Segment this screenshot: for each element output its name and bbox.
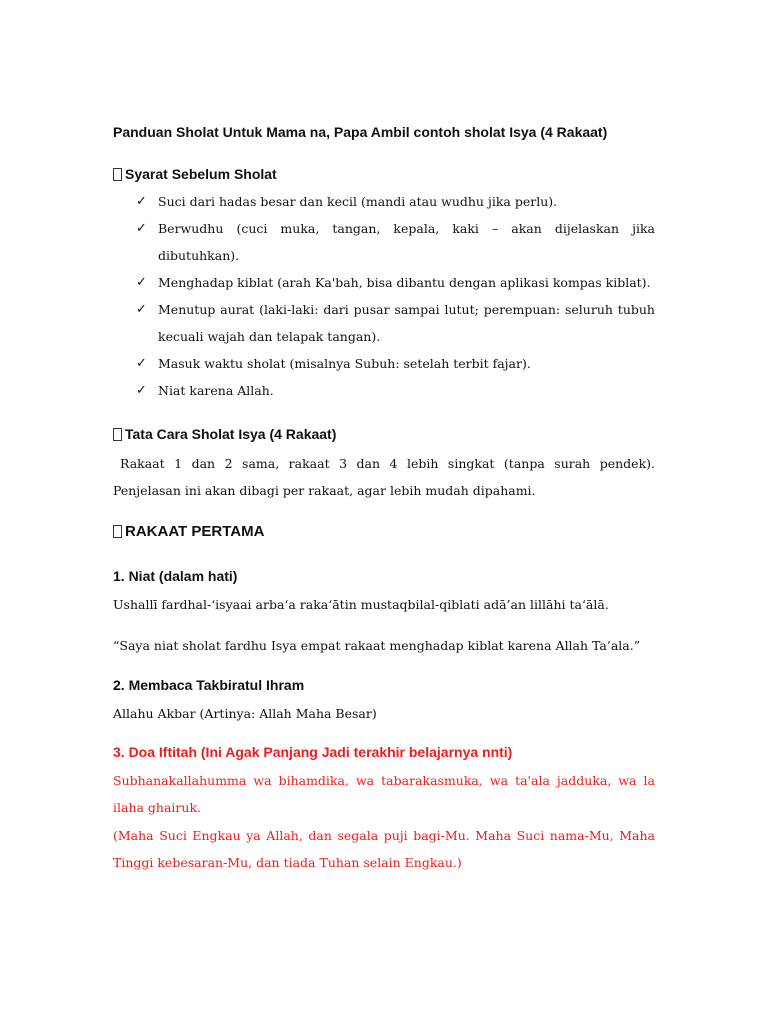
- list-item: ✓ Menutup aurat (laki-laki: dari pusar sampai lutut; perempuan: seluruh tubuh kecuali wajah dan telapak tangan).: [113, 296, 655, 350]
- check-mark-icon: ✓: [136, 221, 147, 236]
- niat-heading: 1. Niat (dalam hati): [113, 568, 238, 584]
- niat-latin: Ushallī fardhal-‘isyaai arba‘a raka‘ātin mustaqbilal-qiblati adā’an lillāhi ta‘ālā.: [113, 597, 609, 612]
- iftitah-latin: Subhanakallahumma wa bihamdika, wa tabarakasmuka, wa ta'ala jadduka, wa la ilaha ghairuk.: [113, 773, 655, 815]
- check-mark-icon: ✓: [136, 302, 147, 317]
- document-title: Panduan Sholat Untuk Mama na, Papa Ambil contoh sholat Isya (4 Rakaat): [113, 124, 608, 140]
- iftitah-arti: (Maha Suci Engkau ya Allah, dan segala puji bagi-Mu. Maha Suci nama-Mu, Maha Tinggi kebesaran-Mu, dan tiada Tuhan selain Engkau.): [113, 828, 655, 870]
- check-mark-icon: ✓: [136, 356, 147, 371]
- niat-arti: “Saya niat sholat fardhu Isya empat rakaat menghadap kiblat karena Allah Ta’ala.”: [113, 638, 641, 653]
- missing-glyph-box-icon: [113, 525, 122, 538]
- syarat-heading-label: Syarat Sebelum Sholat: [125, 166, 277, 182]
- tata-cara-heading-label: Tata Cara Sholat Isya (4 Rakaat): [125, 426, 337, 442]
- check-mark-icon: ✓: [136, 383, 147, 398]
- iftitah-heading: 3. Doa Iftitah (Ini Agak Panjang Jadi terakhir belajarnya nnti): [113, 744, 513, 760]
- takbir-heading: 2. Membaca Takbiratul Ihram: [113, 677, 305, 693]
- list-item: ✓ Menghadap kiblat (arah Ka'bah, bisa dibantu dengan aplikasi kompas kiblat).: [113, 269, 655, 296]
- list-item: ✓ Masuk waktu sholat (misalnya Subuh: setelah terbit fajar).: [113, 350, 655, 377]
- list-item: ✓ Suci dari hadas besar dan kecil (mandi atau wudhu jika perlu).: [113, 188, 655, 215]
- list-item: ✓ Niat karena Allah.: [113, 377, 655, 404]
- check-mark-icon: ✓: [136, 275, 147, 290]
- rakaat-pertama-heading: [113, 523, 264, 540]
- rakaat-pertama-heading-label: RAKAAT PERTAMA: [125, 523, 265, 540]
- syarat-checklist: [113, 188, 655, 404]
- missing-glyph-box-icon: [113, 168, 122, 181]
- list-item: ✓ Berwudhu (cuci muka, tangan, kepala, kaki – akan dijelaskan jika dibutuhkan).: [113, 215, 655, 269]
- takbir-text: Allahu Akbar (Artinya: Allah Maha Besar): [113, 706, 377, 721]
- syarat-heading: [113, 166, 277, 182]
- tata-cara-heading: [113, 426, 336, 442]
- check-mark-icon: ✓: [136, 194, 147, 209]
- missing-glyph-box-icon: [113, 428, 122, 441]
- tata-cara-text: Rakaat 1 dan 2 sama, rakaat 3 dan 4 lebih singkat (tanpa surah pendek). Penjelasan ini akan dibagi per rakaat, agar lebih mudah dipahami.: [113, 456, 655, 498]
